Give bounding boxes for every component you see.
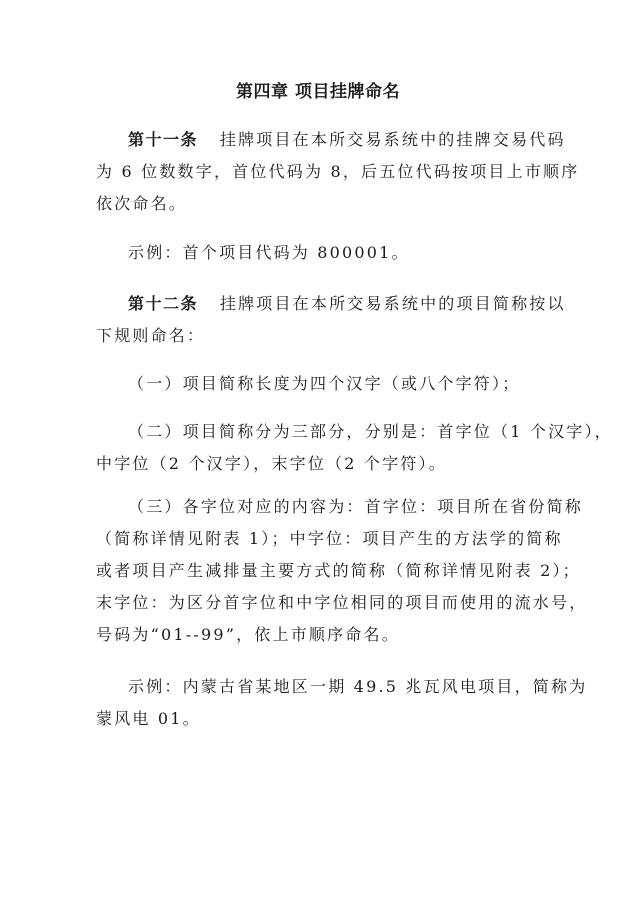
article-11-example-text: 示例：首个项目代码为 800001。 xyxy=(128,243,410,262)
rule-3-line-1: （三）各字位对应的内容为：首字位：项目所在省份简称 xyxy=(128,497,584,516)
article-12-rule-3 xyxy=(96,491,588,651)
article-11-example xyxy=(96,237,558,269)
rule-3-line-2: （简称详情见附表 1）；中字位：项目产生的方法学的简称 xyxy=(96,529,563,548)
article-12-heading: 第十二条 xyxy=(128,294,199,313)
article-11-line-1: 挂牌项目在本所交易系统中的挂牌交易代码 xyxy=(219,130,566,149)
article-11-line-2: 为 6 位数数字，首位代码为 8，后五位代码按项目上市顺序 xyxy=(96,162,580,181)
article-11-continuation xyxy=(96,156,580,220)
article-12-line-2: 下规则命名： xyxy=(96,326,206,345)
chapter-title: 第四章 项目挂牌命名 xyxy=(236,82,400,102)
rule-3-line-5: 号码为“01--99”，依上市顺序命名。 xyxy=(96,625,400,644)
article-11-line-3: 依次命名。 xyxy=(96,194,188,213)
rule-1-text: （一）项目简称长度为四个汉字（或八个字符）； xyxy=(128,374,521,393)
article-11-paragraph xyxy=(96,124,566,156)
article-12-paragraph xyxy=(96,288,566,320)
article-12-rule-2 xyxy=(96,416,613,480)
rule-3-line-4: 末字位：为区分首字位和中字位相同的项目而使用的流水号， xyxy=(96,593,588,612)
article-12-line-1: 挂牌项目在本所交易系统中的项目简称按以 xyxy=(219,294,566,313)
article-12-example-line-1: 示例：内蒙古省某地区一期 49.5 兆瓦风电项目，简称为 xyxy=(128,677,588,696)
article-11-heading: 第十一条 xyxy=(128,130,199,149)
rule-2-line-1: （二）项目简称分为三部分，分别是：首字位（1 个汉字）， xyxy=(128,422,613,441)
article-12-example-line-2: 蒙风电 01。 xyxy=(96,709,201,728)
article-12-rule-1 xyxy=(96,368,558,400)
rule-3-line-3: 或者项目产生减排量主要方式的简称（简称详情见附表 2）； xyxy=(96,561,581,580)
article-12-example xyxy=(96,671,588,735)
rule-2-line-2: 中字位（2 个汉字），末字位（2 个字符）。 xyxy=(96,454,447,473)
article-12-continuation xyxy=(96,320,558,352)
